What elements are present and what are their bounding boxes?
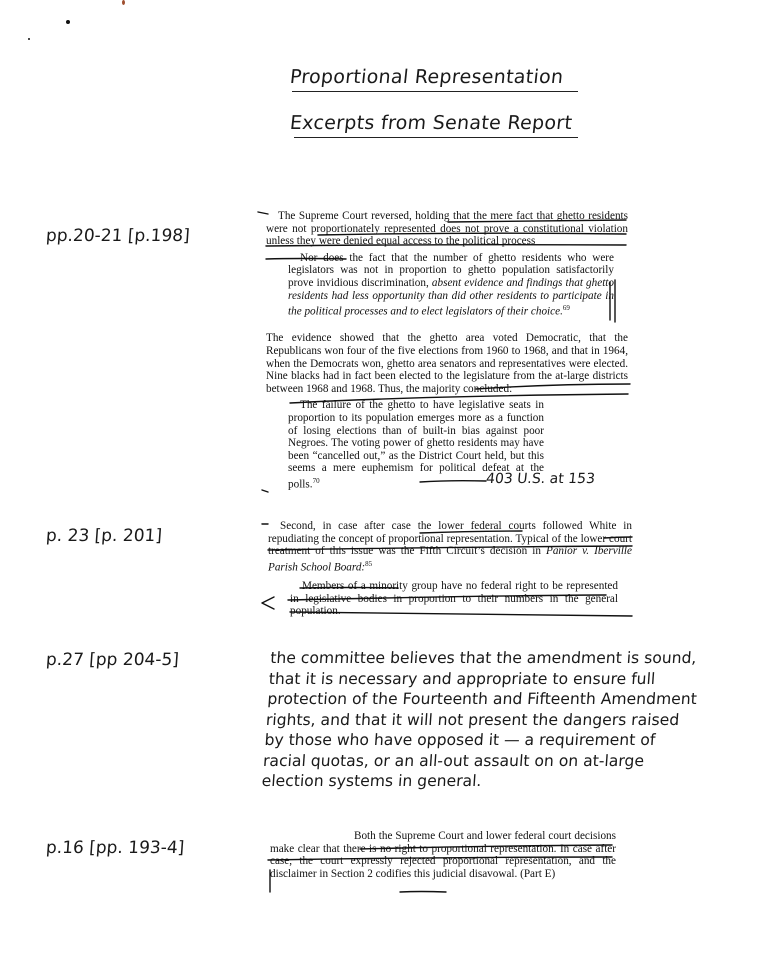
- excerpt-text: Second, in case after case the lower federal courts followed White in repudiating the concept of proportional representation. Typical of the lower court treatment of this issue was the Fifth Circuit’s decision in: [268, 520, 632, 558]
- excerpt-paragraph: The evidence showed that the ghetto area voted Democratic, that the Republicans won four of the five elections from 1960 to 1968, and that in 1964, when the Democrats won, ghetto area senators and representatives were elected. Nine blacks had in fact been elected to the legislature from the at-large districts between 1968 and 1968. Thus, the majority concluded:: [266, 332, 628, 395]
- block-quote: [288, 252, 614, 319]
- footnote-marker: 70: [312, 477, 320, 486]
- handwritten-note: the committee believes that the amendment is sound, that it is necessary and appropriate to ensure full protection of the Fourteenth and Fifteenth Amendment rights, and that it will not present the dangers raised by those who have opposed it — a requirement of racial quotas, or an all-out assault on on at-large election systems in general.: [261, 649, 698, 790]
- excerpt-block: [270, 830, 616, 880]
- excerpt-paragraph: Both the Supreme Court and lower federal court decisions make clear that there is no right to proportional representation. In case after case, the court expressly rejected proportional representation, and the disclaimer in Section 2 codifies this judicial disavowal. (Part E): [270, 830, 616, 880]
- case-name: Panior v. Iberville Parish School Board:: [268, 545, 633, 574]
- footnote-marker: 85: [365, 559, 373, 568]
- excerpt-block: [268, 520, 632, 618]
- subtitle-underline: [294, 137, 578, 138]
- page-title: Proportional Representation: [288, 66, 565, 88]
- excerpt-block: [266, 210, 628, 491]
- ink-speck: [28, 38, 30, 40]
- quote-text: The failure of the ghetto to have legislative seats in proportion to its population emerges more as a function of losing elections than of built-in bias against poor Negroes. The voting power of ghetto residents may have been “cancelled out,” as the District Court held, but this seems a mere euphemism for political defeat at the polls.: [288, 399, 544, 491]
- page-reference: p. 23 [p. 201]: [45, 526, 163, 546]
- title-underline: [292, 91, 578, 92]
- quote-italic-text: absent evidence and findings that ghetto residents had less opportunity than did other residents to participate in the political processes and to elect legislators of their choice.: [288, 276, 615, 318]
- handwritten-citation: 403 U.S. at 153: [485, 471, 596, 487]
- ink-speck: [66, 20, 70, 24]
- page-reference: p.16 [pp. 193-4]: [45, 838, 185, 858]
- footnote-marker: 69: [562, 304, 570, 313]
- quote-text: Nor does the fact that the number of ghetto residents who were legislators was not in proportion to ghetto population satisfactorily prove invidious discrimination,: [288, 251, 614, 289]
- page-subtitle: Excerpts from Senate Report: [288, 112, 574, 134]
- page-reference: pp.20-21 [p.198]: [45, 226, 191, 246]
- block-quote: Members of a minority group have no federal right to be represented in legislative bodies in proportion to their numbers in the general population.: [290, 580, 618, 618]
- excerpt-paragraph: [268, 520, 632, 574]
- page-reference: p.27 [pp 204-5]: [45, 650, 180, 670]
- ink-speck: [122, 0, 125, 5]
- excerpt-paragraph: The Supreme Court reversed, holding that the mere fact that ghetto residents were not proportionately represented does not prove a constitutional violation unless they were denied equal access to the political process: [266, 210, 628, 248]
- underline-mark: [400, 892, 446, 893]
